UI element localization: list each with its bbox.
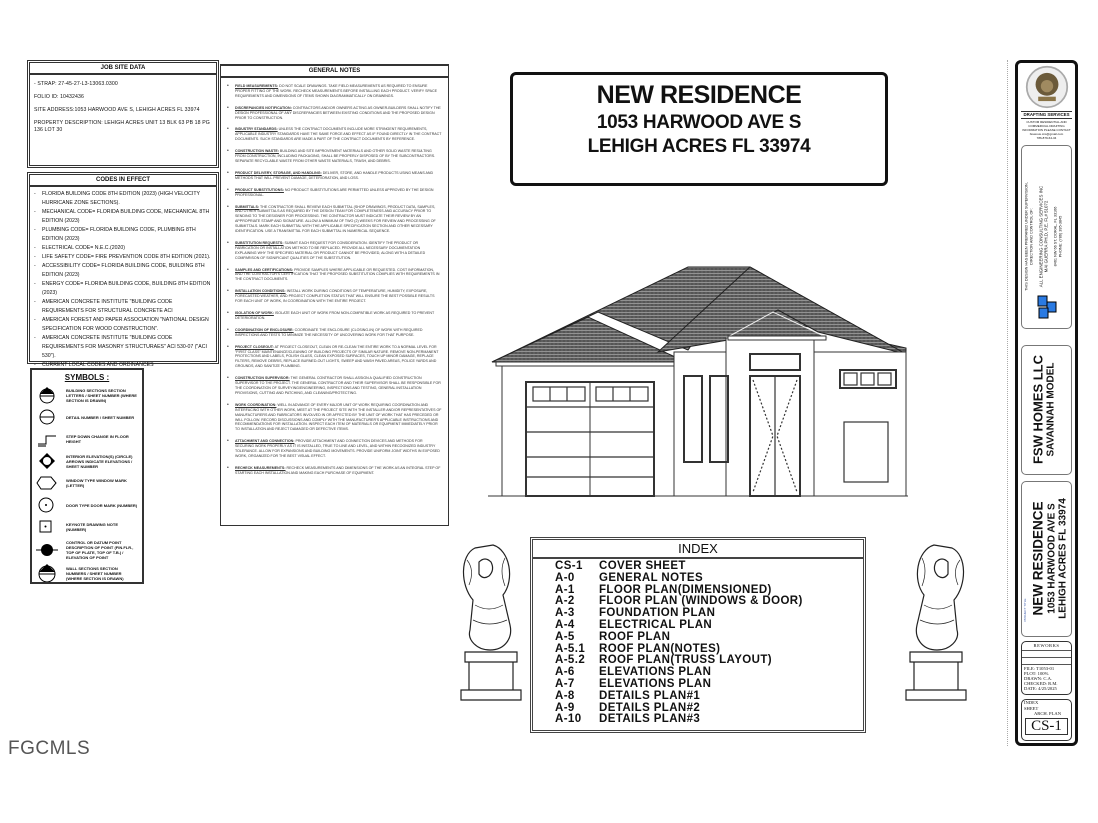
note-heading: ISOLATION OF WORK: xyxy=(235,311,274,315)
sheet-index xyxy=(530,537,866,733)
general-note-item xyxy=(235,205,442,234)
code-item: - CURRENT LOCAL CODES AND ORDINANCES xyxy=(34,361,212,370)
index-sheet-code: A-3 xyxy=(555,607,575,620)
index-sheet-name: ROOF PLAN(TRUSS LAYOUT) xyxy=(599,654,772,667)
general-note-item xyxy=(235,171,442,181)
sheet-info-line: INDEX xyxy=(1024,700,1039,705)
project-panel xyxy=(1021,481,1072,637)
project-street: 1053 HARWOOD AVE S xyxy=(596,112,802,133)
code-item: - ACCESSIBILITY CODE= FLORIDA BUILDING CODE, BUILDING 8TH EDITION (2023) xyxy=(34,262,212,280)
note-text: SUBMIT EACH REQUEST FOR CONSIDERATION. IDENTIFY THE PRODUCT OR FABRICATION OR INSTALLATION METHOD TO BE REPLACED. PROVIDE ALL NECESSARY DOCUMENTATION EXPLAINING WHY THE SPECIFIED MATERIAL OR PRODUCT CANNOT BE PROVIDED, ALONG WITH A DETAILED COMPARISON OF SIGNIFICANT QUALITIES OF THE SUBSTITUTION. xyxy=(235,240,426,260)
note-text: RECHECK MEASUREMENTS AND DIMENSIONS OF THE WORK AS AN INTEGRAL STEP OF STARTING EACH INSTALLATION AND MAKING EACH PURCHASE OF EQUIPMENT. xyxy=(235,465,441,475)
note-heading: PRODUCT SUBSTITUTIONS: xyxy=(235,187,284,192)
index-sheet-name: DETAILS PLAN#1 xyxy=(599,689,701,702)
note-heading: CONSTRUCTION WASTE: xyxy=(235,149,279,154)
code-item: - AMERICAN CONCRETE INSTITUTE "BUILDING CODE REQUIREMENTS FOR STRUCTURAL CONCRETE ACI xyxy=(34,298,212,316)
symbol-glyph-icon xyxy=(36,474,58,492)
general-note-item xyxy=(235,328,442,338)
note-text: NO PRODUCT SUBSTITUTIONS ARE PERMITTED UNLESS APPROVED BY THE DESIGN PROFESSIONAL. xyxy=(235,187,434,197)
engineer-company: ALL ENGINEERING CONSULTING SERVICES INC xyxy=(1038,185,1044,288)
contact-line: 786-879-64-34 xyxy=(1036,136,1057,140)
code-item: - AMERICAN FOREST AND PAPER ASSOCIATION "NATIONAL DESIGN SPECIFICATION FOR WOOD CONSTRUCTION". xyxy=(34,316,212,334)
symbol-glyph-icon xyxy=(36,564,58,582)
general-note-item xyxy=(235,84,442,99)
codes-title: CODES IN EFFECT xyxy=(30,175,216,187)
general-note-item xyxy=(235,268,442,283)
index-sheet-code: A-0 xyxy=(555,571,575,584)
index-sheet-code: A-1 xyxy=(555,583,575,596)
code-item: - FLORIDA BUILDING CODE 8TH EDITION (2023) (HIGH VELOCITY HURRICANE ZONE SECTIONS). xyxy=(34,190,212,208)
symbols-title: SYMBOLS : xyxy=(64,373,110,382)
symbol-item xyxy=(36,474,138,492)
general-note-item xyxy=(235,466,442,476)
symbol-description: DETAIL NUMBER / SHEET NUMBER xyxy=(66,414,135,420)
general-note-item xyxy=(235,127,442,142)
engineer-name: MAI GUERRA PH.D, P.E. FL# 51072 xyxy=(1043,200,1049,273)
symbol-item xyxy=(36,452,138,470)
reworks-panel xyxy=(1021,641,1072,695)
index-sheet-code: A-10 xyxy=(555,713,582,726)
symbol-item xyxy=(36,496,138,514)
index-sheet-code: A-7 xyxy=(555,677,575,690)
code-item: - PLUMBING CODE= FLORIDA BUILDING CODE, PLUMBING 8TH EDITION (2023) xyxy=(34,226,212,244)
lion-logo-icon xyxy=(1025,65,1069,109)
note-heading: CONSTRUCTION SUPERVISOR: xyxy=(235,376,290,381)
note-heading: PROJECT CLOSEOUT: xyxy=(235,344,274,349)
codes-in-effect-panel xyxy=(27,172,219,368)
index-sheet-code: A-6 xyxy=(555,666,575,679)
client-model: SAVANNAH MODEL xyxy=(1045,362,1057,457)
note-heading: SAMPLES AND CERTIFICATIONS: xyxy=(235,267,294,272)
file-info-line: PLOT: 100% xyxy=(1024,671,1049,676)
file-info-line: DRAWN: C.A. xyxy=(1024,676,1053,681)
index-sheet-name: DETAILS PLAN#3 xyxy=(599,713,701,726)
folio-id: FOLIO ID: 10432436 xyxy=(34,94,84,100)
project-panel-city: LEHIGH ACRES FL 33974 xyxy=(1057,498,1069,619)
general-note-item xyxy=(235,439,442,459)
index-sheet-name: COVER SHEET xyxy=(599,560,686,572)
note-heading: DISCREPANCIES NOTIFICATION: xyxy=(235,105,292,110)
symbol-description: KEYNOTE DRAWING NOTE (NUMBER) xyxy=(66,522,119,532)
note-text: ISOLATE EACH UNIT OF WORK FROM NON-COMPATIBLE WORK AS REQUIRED TO PREVENT DETERIORATION. xyxy=(235,311,435,320)
index-row xyxy=(533,573,863,585)
general-notes-title: GENERAL NOTES xyxy=(221,66,448,78)
note-text: BUILDING AND SITE IMPROVEMENT MATERIALS AND OTHER SOLID WASTE RESULTING FROM CONSTRUCTION, INCLUDING PACKAGING, SHALL BE PROPERLY DISPOSED OF BY THE SUBCONTRACTORS. SEPARATE RECYCLABLE WASTE FROM OTHER WASTE MATERIALS, TRASH, AND DEBRIS. xyxy=(235,149,436,163)
project-panel-street: 1053 HARWOOD AVE S xyxy=(1046,503,1058,614)
index-sheet-code: CS-1 xyxy=(555,560,583,572)
index-sheet-name: ROOF PLAN(NOTES) xyxy=(599,642,721,655)
note-heading: WORK COORDINATION: xyxy=(235,402,277,407)
drafting-services-label: DRAFTING SERVICES xyxy=(1021,111,1072,119)
sheet-info-line: ARCH. PLAN xyxy=(1033,711,1062,716)
symbol-glyph-icon xyxy=(36,430,58,448)
note-heading: INDUSTRY STANDARDS: xyxy=(235,127,278,132)
code-item: - ELECTRICAL CODE= N.E.C.(2020) xyxy=(34,244,212,253)
note-heading: SUBMITTALS: xyxy=(235,204,260,209)
lion-statue-right-icon xyxy=(902,540,972,705)
symbol-description: WINDOW TYPE WINDOW MARK (LETTER) xyxy=(66,478,127,488)
logo-panel xyxy=(1021,65,1072,142)
note-text: PROVIDE ATTACHMENT AND CONNECTION DEVICES AND METHODS FOR SECURING WORK PROPERLY AS IT IS INSTALLED, TRUE TO LINE AND LEVEL, AND WITHIN RECOGNIZED INDUSTRY TOLERANCE. ALLOW FOR EXPANSIONS AND BUILDING MOVEMENTS. PROVIDE UNIFORM JOINT WIDTHS IN EXPOSED WORK, ORGANIZED FOR THE BEST VISUAL EFFECT. xyxy=(235,439,440,458)
project-title: NEW RESIDENCE xyxy=(596,81,802,109)
engineer-phone: PHONE: (786) 395-3845 xyxy=(1058,215,1063,258)
symbol-description: BUILDING SECTIONS SECTION LETTERS / SHEET NUMBER (WHERE SECTION IS DRAWN) xyxy=(66,387,137,403)
index-title: INDEX xyxy=(533,540,863,559)
general-note-item xyxy=(235,311,442,321)
sheet-number: CS-1 xyxy=(1025,718,1068,735)
border-note-line xyxy=(1007,60,1010,746)
note-heading: COORDINATION OF ENCLOSURE: xyxy=(235,327,294,332)
symbol-glyph-icon xyxy=(36,408,58,426)
general-note-item xyxy=(235,376,442,396)
symbol-item xyxy=(36,518,138,536)
note-text: PROVIDE SAMPLES WHERE APPLICABLE OR REQUESTED. COST INFORMATION, AND THE CONTRACTOR'S CERTIFICATION THAT THE PROPOSED SUBSTITUTION COMPLIES WITH REQUIREMENTS IN THE CONTRACT DOCUMENTS. xyxy=(235,267,440,282)
symbol-glyph-icon xyxy=(36,518,58,536)
index-sheet-code: A-9 xyxy=(555,701,575,714)
code-item: - AMERICAN CONCRETE INSTITUTE "BUILDING CODE REQUIREMENTS FOR MASONRY STRUCTURAES" ACI 530-07 ("ACI 530"). xyxy=(34,334,212,361)
title-block-strip xyxy=(1015,60,1078,746)
reworks-label: REWORKS xyxy=(1022,642,1071,651)
index-row xyxy=(533,679,863,691)
property-description: PROPERTY DESCRIPTION: LEHIGH ACRES UNIT 13 BLK 63 PB 18 PG 136 LOT 30 xyxy=(34,120,210,133)
symbol-item xyxy=(36,430,138,448)
contact-line: brewous.cns@gmail.com xyxy=(1029,132,1064,136)
contact-line: COMMERCIAL DRAFTING xyxy=(1028,124,1065,128)
project-city: LEHIGH ACRES FL 33974 xyxy=(587,136,811,157)
file-info-line: CHECKED: R.M. xyxy=(1024,681,1058,686)
note-text: CONTRACTORS AND/OR OWNERS ACTING AS OWNER-BUILDERS SHALL NOTIFY THE DESIGN PROFESSIONAL OF ANY DISCREPANCIES BETWEEN EXISTING CONDITIONS AND THE PROPOSED DESIGN PRIOR TO CONSTRUCTION. xyxy=(235,105,441,120)
file-info-line: DATE: 4/25/2025 xyxy=(1024,686,1057,691)
index-sheet-code: A-4 xyxy=(555,618,575,631)
note-text: COORDINATE THE ENCLOSURE (CLOSING-IN) OF WORK WITH REQUIRED INSPECTIONS AND TESTS TO MINIMIZE THE NECESSITY OF UNCOVERING WORK FOR THAT PURPOSE. xyxy=(235,327,423,337)
index-sheet-name: ELEVATIONS PLAN xyxy=(599,677,712,690)
index-sheet-name: ELECTRICAL PLAN xyxy=(599,618,713,631)
note-text: AT PROJECT CLOSEOUT, CLEAN OR RE-CLEAN THE ENTIRE WORK TO A NORMAL LEVEL FOR "FIRST CLASS" MAINTENANCE/CLEANING OF BUILDING PROJECTS OF SIMILAR NATURE. REMOVE NON-PERMANENT PROTECTIONS AND LABELS, POLISH GLASS, CLEAN EXPOSED SURFACES, TOUCH UP MINOR DAMAGE, REPLACE FILTERS, REMOVE DEBRIS, REPLACE BURNED-OUT LIGHTS, SWEEP AND WASH PAVED AREAS, POLICE YARDS AND GROUNDS, AND SANITIZE PLUMBING. xyxy=(235,344,439,369)
note-heading: FIELD MEASUREMENTS: xyxy=(235,84,279,88)
engineer-logo-icon xyxy=(1036,294,1058,320)
symbol-glyph-icon xyxy=(36,452,58,470)
symbol-description: INTERIOR ELEVATION(S) (CIRCLE) ARROWS INDICATE ELEVATIONS / SHEET NUMBER xyxy=(66,453,133,469)
code-item: - ENERGY CODE= FLORIDA BUILDING CODE, BUILDING 8TH EDITION (2023) xyxy=(34,280,212,298)
client-panel xyxy=(1021,345,1072,475)
project-panel-title: NEW RESIDENCE xyxy=(1030,501,1046,616)
project-title-box xyxy=(510,72,888,186)
symbol-item xyxy=(36,540,138,560)
note-text: DELIVER, STORE, AND HANDLE PRODUCTS USING MEANS AND METHODS THAT WILL PREVENT DAMAGE, DETERIORATION, AND LOSS. xyxy=(235,170,434,180)
contact-line: INFORMATION PLEASE CONTACT xyxy=(1022,128,1071,132)
index-sheet-name: DETAILS PLAN#2 xyxy=(599,701,701,714)
watermark-fgcmls: FGCMLS xyxy=(8,738,91,759)
general-note-item xyxy=(235,403,442,432)
site-address: SITE ADDRESS:1053 HARWOOD AVE S, LEHIGH ACRES FL 33974 xyxy=(34,107,200,113)
note-heading: SUBSTITUTION REQUESTS: xyxy=(235,240,284,245)
engineer-statement: THIS DESIGN HAS BEEN PREPARED UNDER SUPERVISION, xyxy=(1024,182,1029,291)
note-text: DO NOT SCALE DRAWINGS. TAKE FIELD MEASUREMENTS AS REQUIRED TO ENSURE PROPER FITTING OF THE WORK. RECHECK MEASUREMENTS BEFORE INSTALLING EACH PRODUCT. VERIFY SPACE REQUIREMENTS AND DIMENSIONS OF ITEMS SHOWN DIAGRAMMATICALLY ON DRAWINGS. xyxy=(235,84,438,98)
project-title-label: PROJECT TITLE xyxy=(1023,598,1027,622)
general-note-item xyxy=(235,106,442,121)
symbol-glyph-icon xyxy=(36,541,58,559)
general-note-item xyxy=(235,345,442,370)
symbol-item xyxy=(36,408,138,426)
symbols-legend xyxy=(30,368,144,584)
strap-number: - STRAP: 27-45-27-L3-13063.0300 xyxy=(34,81,118,87)
lion-statue-left-icon xyxy=(455,540,525,705)
index-sheet-code: A-2 xyxy=(555,595,575,608)
symbol-item xyxy=(36,564,138,582)
general-note-item xyxy=(235,188,442,198)
general-notes-panel xyxy=(220,64,449,526)
note-text: WELL IN ADVANCE OF EVERY MAJOR UNIT OF WORK REQUIRING COORDINATION AND INTERFACING WITH OTHER WORK, MEET AT THE PROJECT SITE WITH THE INSTALLER AND/OR REPRESENTATIVES OF MANUFACTURERS AND FABRICATORS INVOLVED IN OR AFFECTED BY THE UNIT OF WORK THAT HAS PRECEDED OR WILL FOLLOW. RECORD DISCUSSIONS AND COMPLY WITH THE MANUFACTURER'S APPLICABLE INSTRUCTIONS AND RECOMMENDATIONS FOR INSTALLATION. INSPECT EACH ITEM OF MATERIALS OR EQUIPMENT IMMEDIATELY PRIOR TO INSTALLATION AND REJECT DAMAGED OR DEFECTIVE ITEMS. xyxy=(235,402,442,432)
symbol-glyph-icon xyxy=(36,496,58,514)
code-item: - LIFE SAFETY CODE= FIRE PREVENTION CODE 8TH EDITION (2021). xyxy=(34,253,212,262)
note-text: THE CONTRACTOR SHALL REVIEW EACH SUBMITTAL (SHOP DRAWINGS, PRODUCT DATA, SAMPLES, AND OTHER SUBMITTALS AS REQUIRED BY THE DESIGN TEAM FOR COMPLETENESS AND ACCURACY PRIOR TO SENDING TO THE DESIGNER FOR PROCESSING. THE CONTRACTOR MUST INDICATE THEIR REVIEW BY AN APPROPRIATE STAMP AND SIGNATURE. ALLOW A MINIMUM OF TWO (2) WEEKS FOR REVIEW AND PROCESSING OF SUBMITTALS. MARK EACH SUBMITTAL WITH THE APPLICABLE SPECIFICATION SECTION AND OTHER NECESSARY IDENTIFICATION. USE A TRANSMITTAL FOR EACH SUBMITTAL IN NUMERICAL SEQUENCE. xyxy=(235,204,436,234)
index-sheet-code: A-5 xyxy=(555,630,575,643)
engineer-statement-2: DIRECTION AND CONTROL OF: xyxy=(1029,208,1034,265)
symbol-description: STEP DOWN CHANGE IN FLOOR HEIGHT xyxy=(66,434,129,444)
index-sheet-name: FLOOR PLAN (WINDOWS & DOOR) xyxy=(599,595,803,608)
code-item: - MECHANICAL CODE= FLORIDA BUILDING CODE, MECHANICAL 8TH EDITION (2023) xyxy=(34,208,212,226)
index-row xyxy=(533,714,863,726)
note-heading: ATTACHMENT AND CONNECTION: xyxy=(235,439,295,444)
symbol-description: CONTROL OR DATUM POINT DESCRIPTION OF POINT (FIN.FLR., TOP OF PLATE, TOP OF T.B.) / ELEVATION OF POINT xyxy=(66,540,134,560)
sheet-info-line: SHEET xyxy=(1024,705,1039,711)
note-text: UNLESS THE CONTRACT DOCUMENTS INCLUDE MORE STRINGENT REQUIREMENTS, APPLICABLE INDUSTRY STANDARDS HAVE THE SAME FORCE AND EFFECT AS IF FOUND DIRECTLY IN THE CONTRACT DOCUMENTS. SUCH STANDARDS ARE MADE A PART OF THE CONTRACT DOCUMENTS BY REFERENCE. xyxy=(235,127,442,142)
general-note-item xyxy=(235,149,442,164)
note-heading: INSTALLATION CONDITIONS: xyxy=(235,289,286,294)
symbol-description: DOOR TYPE DOOR MARK (NUMBER) xyxy=(66,502,138,508)
engineer-address: 8461 NW 66 ST, DORAL, FL 33166 xyxy=(1053,206,1058,267)
index-row xyxy=(533,620,863,632)
client-name: FSW HOMES LLC xyxy=(1030,354,1046,465)
index-sheet-code: A-8 xyxy=(555,689,575,702)
general-note-item xyxy=(235,289,442,304)
symbol-description: WALL SECTIONS SECTION NUMBERS / SHEET NUMBER (WHERE SECTION IS DRAWN) xyxy=(66,565,124,581)
sheet-panel xyxy=(1021,699,1072,741)
general-note-item xyxy=(235,241,442,261)
symbol-glyph-icon xyxy=(36,386,58,404)
symbol-item xyxy=(36,386,138,404)
index-row xyxy=(533,691,863,703)
contact-line: CUSTOM RESIDENTIAL AND xyxy=(1026,120,1067,124)
house-front-elevation xyxy=(488,262,908,502)
index-row xyxy=(533,632,863,644)
index-sheet-name: ROOF PLAN xyxy=(599,630,671,643)
job-site-data-title: JOB SITE DATA xyxy=(30,63,216,75)
index-sheet-name: ELEVATIONS PLAN xyxy=(599,666,712,679)
index-sheet-name: FOUNDATION PLAN xyxy=(599,607,716,620)
note-heading: RECHECK MEASUREMENTS: xyxy=(235,465,286,470)
engineer-panel xyxy=(1021,145,1072,329)
index-sheet-name: GENERAL NOTES xyxy=(599,571,704,584)
file-info-line: FILE: T1053-01 xyxy=(1024,666,1055,671)
note-heading: PRODUCT DELIVERY, STORAGE, AND HANDLING: xyxy=(235,170,322,175)
index-sheet-name: FLOOR PLAN(DIMENSIONED) xyxy=(599,583,772,596)
note-text: THE GENERAL CONTRACTOR SHALL ASSIGN A QUALIFIED CONSTRUCTION SUPERVISOR TO THE PROJECT. THE GENERAL CONTRACTOR AND THEIR SUPERVISOR SHALL BE RESPONSIBLE FOR THE COORDINATION OF SURVEYING/ENGINEERING, INSPECTIONS AND TESTING, GENERAL INSTALLATION PROVISIONS, CUTTING AND PATCHING, AND CLEANING/PROTECTING. xyxy=(235,376,441,395)
index-sheet-code: A-5.1 xyxy=(555,642,586,655)
index-sheet-code: A-5.2 xyxy=(555,654,586,667)
job-site-data-panel xyxy=(27,60,219,168)
note-text: INSTALL WORK DURING CONDITIONS OF TEMPERATURE, HUMIDITY, EXPOSURE, FORECASTED WEATHER, AND PROJECT COMPLETION STATUS THAT WILL ENSURE THE BEST POSSIBLE RESULTS FOR EACH UNIT OF WORK, IN COORDINATION WITH THE ENTIRE PROJECT. xyxy=(235,289,435,304)
